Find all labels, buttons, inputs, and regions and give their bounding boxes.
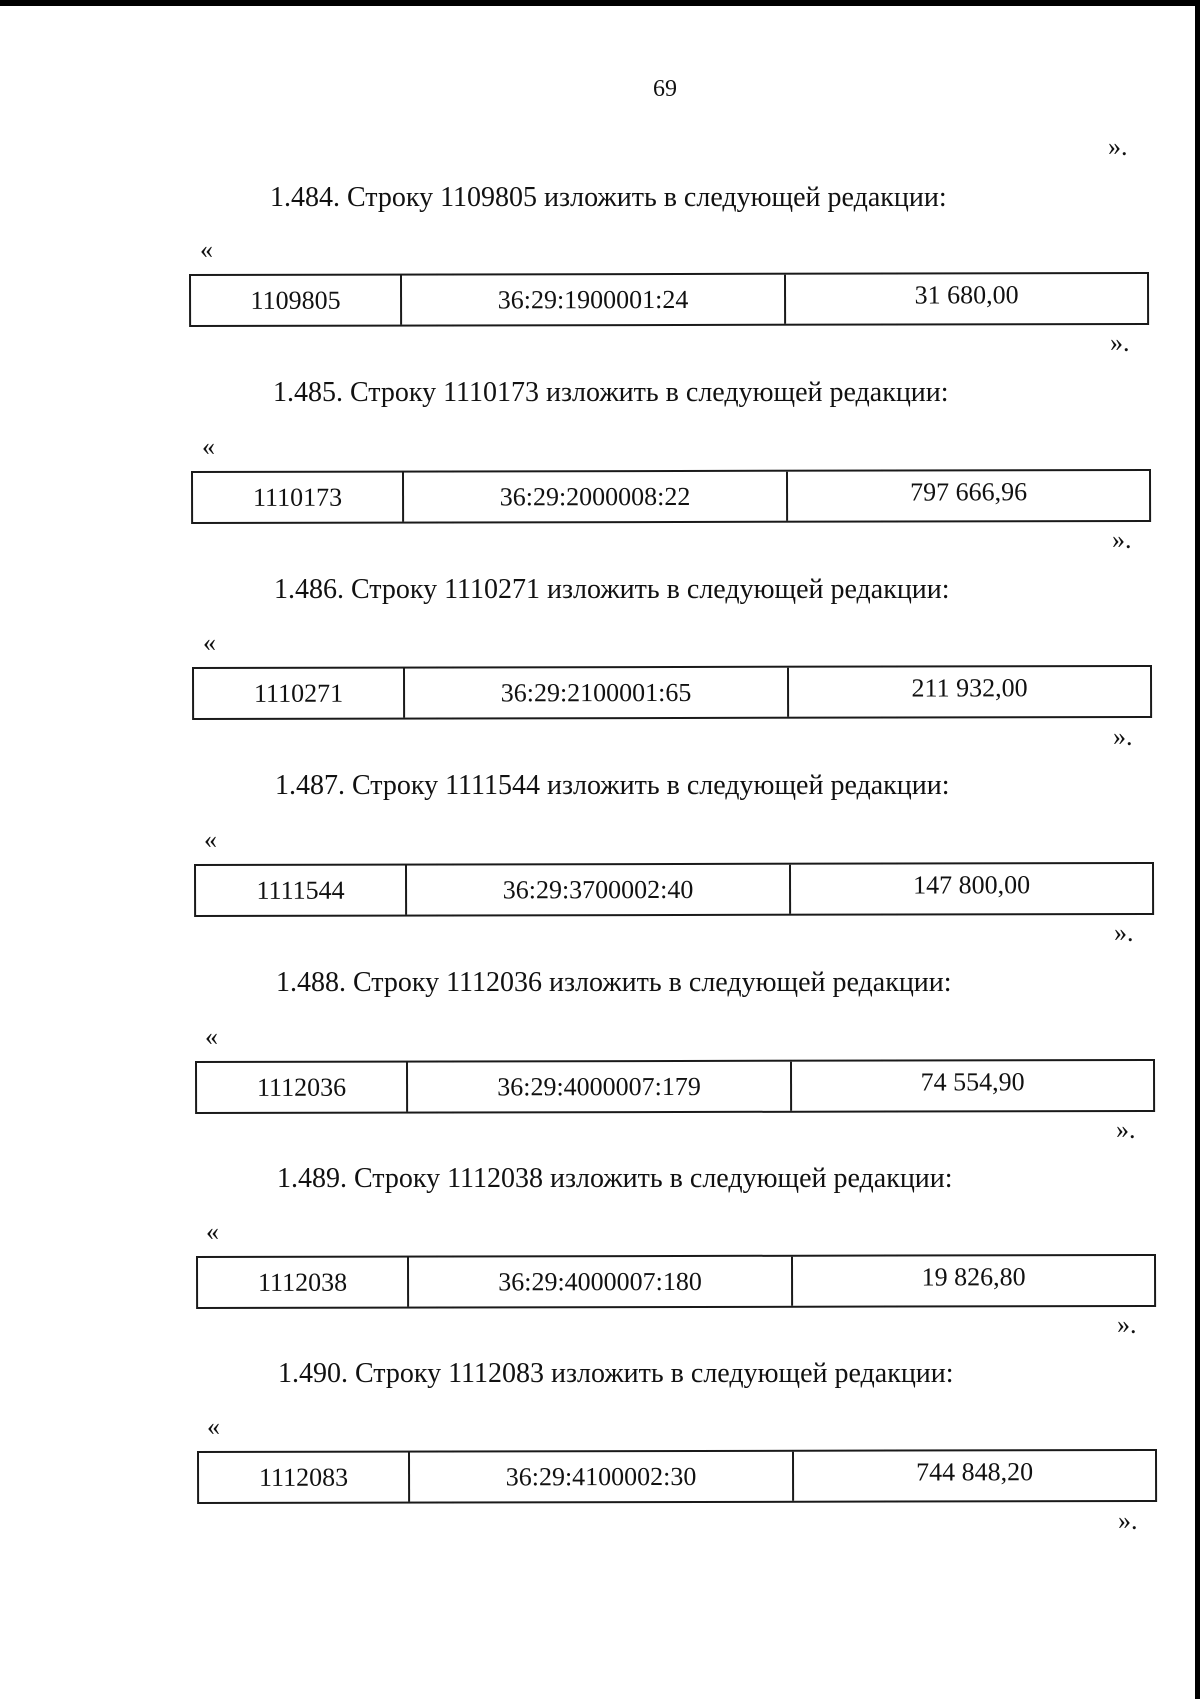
cadastral-number-cell: 36:29:1900001:24 (400, 275, 784, 325)
cadastral-number-cell: 36:29:4000007:180 (407, 1257, 791, 1307)
opening-quote: « (203, 628, 216, 657)
row-number-cell: 1110173 (252, 482, 343, 512)
page-number: 69 (653, 76, 677, 102)
row-number-cell: 1110271 (253, 678, 344, 708)
cadastral-number-cell: 36:29:4100002:30 (408, 1452, 792, 1502)
closing-quote: ». (1118, 1506, 1138, 1535)
value-cell: 211 932,00 (787, 667, 1150, 717)
opening-quote: « (206, 1217, 219, 1246)
row-table (195, 1059, 1155, 1114)
closing-quote: ». (1112, 525, 1132, 554)
row-number-cell: 1111544 (256, 875, 345, 905)
row-number-cell: 1112083 (258, 1462, 349, 1492)
row-table (194, 862, 1154, 917)
value-cell: 147 800,00 (789, 864, 1152, 914)
closing-quote: ». (1116, 1115, 1136, 1144)
opening-quote: « (204, 825, 217, 854)
closing-quote: ». (1108, 132, 1128, 161)
closing-quote: ». (1114, 918, 1134, 947)
cadastral-number-cell: 36:29:3700002:40 (405, 865, 789, 915)
cadastral-number-cell: 36:29:2000008:22 (402, 472, 786, 522)
cadastral-number-cell: 36:29:2100001:65 (403, 668, 787, 718)
scan-edge-right (1195, 0, 1200, 1699)
value-cell: 31 680,00 (784, 274, 1147, 324)
value-cell: 744 848,20 (792, 1451, 1155, 1501)
value-cell: 797 666,96 (786, 471, 1149, 521)
closing-quote: ». (1113, 722, 1133, 751)
amendment-text: 1.488. Строку 1112036 изложить в следующей редакции: (276, 967, 952, 998)
row-number-cell: 1112036 (256, 1072, 347, 1102)
amendment-text: 1.486. Строку 1110271 изложить в следующей редакции: (274, 574, 950, 605)
closing-quote: ». (1117, 1310, 1137, 1339)
opening-quote: « (205, 1022, 218, 1051)
value-cell: 74 554,90 (790, 1061, 1153, 1111)
closing-quote: ». (1110, 328, 1130, 357)
amendment-text: 1.490. Строку 1112083 изложить в следующей редакции: (278, 1358, 954, 1389)
row-table (191, 469, 1151, 524)
value-cell: 19 826,80 (791, 1256, 1154, 1306)
row-table (197, 1449, 1157, 1504)
row-table (196, 1254, 1156, 1309)
amendment-text: 1.484. Строку 1109805 изложить в следующей редакции: (270, 182, 947, 213)
row-number-cell: 1109805 (250, 285, 341, 315)
row-table (192, 665, 1152, 720)
row-number-cell: 1112038 (257, 1267, 348, 1297)
opening-quote: « (202, 432, 215, 461)
amendment-text: 1.489. Строку 1112038 изложить в следующей редакции: (277, 1163, 953, 1194)
row-table (189, 272, 1149, 327)
cadastral-number-cell: 36:29:4000007:179 (406, 1062, 790, 1112)
scan-edge-top (0, 0, 1200, 6)
opening-quote: « (207, 1412, 220, 1441)
amendment-text: 1.487. Строку 1111544 изложить в следующей редакции: (275, 770, 950, 801)
opening-quote: « (200, 235, 213, 264)
amendment-text: 1.485. Строку 1110173 изложить в следующей редакции: (273, 377, 949, 408)
